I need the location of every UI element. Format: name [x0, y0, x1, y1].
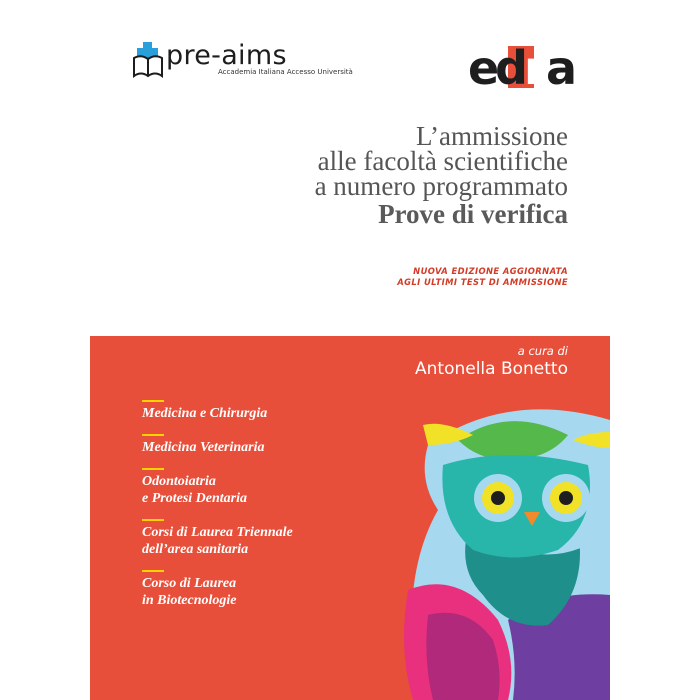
- course-line: e Protesi Dentaria: [142, 491, 247, 506]
- svg-text:e: e: [468, 41, 498, 94]
- course-line: Corsi di Laurea Triennale: [142, 525, 293, 540]
- course-line: in Biotecnologie: [142, 593, 237, 608]
- course-line: Medicina Veterinaria: [142, 440, 265, 455]
- title-line-1: L’ammissione: [416, 121, 568, 151]
- owl-illustration: [398, 390, 610, 700]
- course-item: [142, 400, 372, 422]
- yellow-dash: [142, 400, 164, 402]
- book-cover: [90, 0, 610, 700]
- yellow-dash: [142, 468, 164, 470]
- course-item: [142, 468, 372, 507]
- curator-name: Antonella Bonetto: [415, 359, 568, 379]
- course-line: Odontoiatria: [142, 474, 216, 489]
- course-line: dell’area sanitaria: [142, 542, 249, 557]
- book-subtitle: Prove di verifica: [378, 199, 568, 229]
- course-item: [142, 519, 372, 558]
- svg-text:d: d: [495, 41, 526, 94]
- svg-text:r: r: [524, 41, 545, 94]
- course-line: Medicina e Chirurgia: [142, 406, 268, 421]
- pre-aims-tagline: Accademia Italiana Accesso Università: [218, 68, 353, 76]
- course-item: [142, 570, 372, 609]
- pre-aims-wordmark: pre-aims: [166, 40, 287, 71]
- pre-aims-logo: [132, 40, 353, 80]
- yellow-dash: [142, 519, 164, 521]
- title-line-3: a numero programmato: [314, 171, 568, 201]
- title-line-2: alle facoltà scientifiche: [317, 146, 568, 176]
- svg-text:a: a: [546, 41, 576, 94]
- edition-line-1: NUOVA EDIZIONE AGGIORNATA: [413, 266, 568, 276]
- yellow-dash: [142, 434, 164, 436]
- book-cross-icon: [132, 42, 164, 78]
- edra-logo: [468, 38, 578, 94]
- cover-top-panel: [90, 0, 610, 336]
- edition-line-2: AGLI ULTIMI TEST DI AMMISSIONE: [397, 277, 568, 287]
- course-list: [142, 400, 372, 621]
- course-item: [142, 434, 372, 456]
- course-line: Corso di Laurea: [142, 576, 237, 591]
- edition-note: [397, 266, 568, 288]
- curator-block: [415, 344, 568, 380]
- yellow-dash: [142, 570, 164, 572]
- edra-logo-mark: [468, 38, 578, 94]
- book-title: [314, 121, 568, 229]
- curator-prefix: a cura di: [517, 344, 568, 358]
